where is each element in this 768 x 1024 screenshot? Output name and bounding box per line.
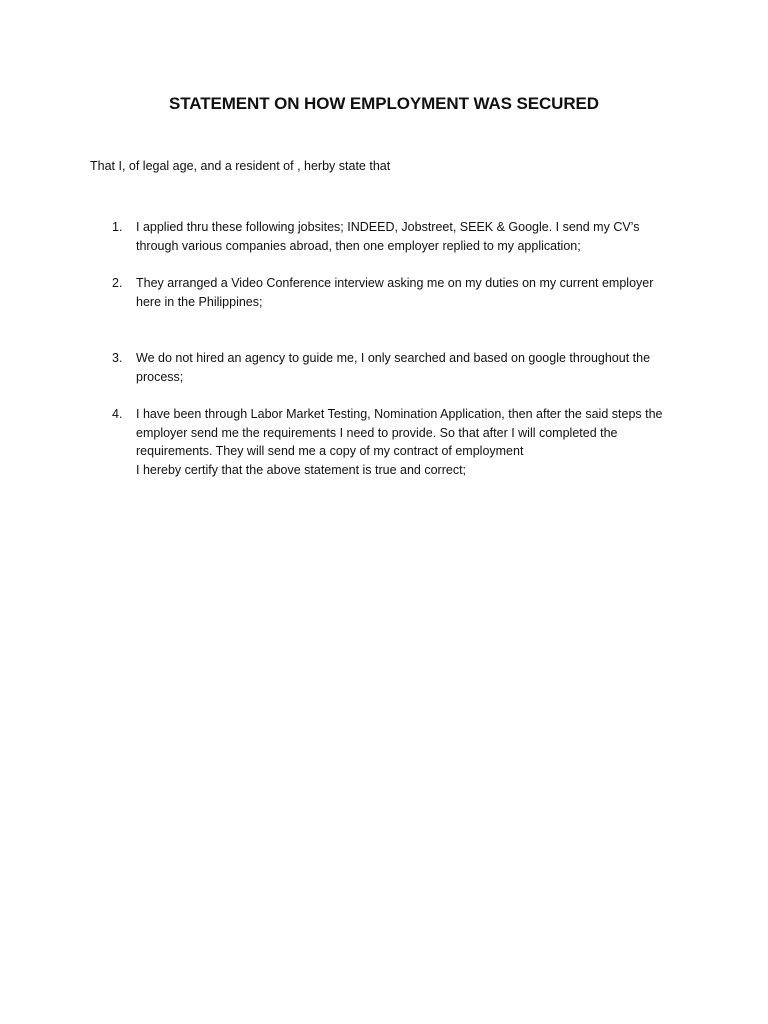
list-item-text bbox=[136, 218, 684, 255]
list-item-number: 2. bbox=[112, 276, 123, 290]
intro-paragraph: That I, of legal age, and a resident of , herby state that bbox=[90, 159, 391, 173]
list-item-line: process; bbox=[136, 369, 184, 384]
list-item-line: through various companies abroad, then one employer replied to my application; bbox=[136, 238, 581, 253]
list-item-line: I have been through Labor Market Testing, Nomination Application, then after the said steps the bbox=[136, 407, 663, 421]
list-item-line: We do not hired an agency to guide me, I only searched and based on google throughout the bbox=[136, 351, 651, 365]
list-item-number: 1. bbox=[112, 220, 123, 234]
list-item-number: 4. bbox=[112, 407, 123, 421]
page-title: STATEMENT ON HOW EMPLOYMENT WAS SECURED bbox=[169, 94, 599, 113]
list-item-text bbox=[136, 349, 684, 386]
list-item-number: 3. bbox=[112, 351, 123, 365]
list-item-text bbox=[136, 274, 684, 311]
list-item-line: requirements. They will send me a copy of my contract of employment bbox=[136, 444, 524, 458]
list-item-line: They arranged a Video Conference interview asking me on my duties on my current employer bbox=[136, 276, 654, 290]
certification-statement: I hereby certify that the above statement is true and correct; bbox=[136, 462, 467, 477]
list-item-line: employer send me the requirements I need to provide. So that after I will completed the bbox=[136, 425, 618, 440]
list-item-line: here in the Philippines; bbox=[136, 294, 263, 309]
list-item-line: I applied thru these following jobsites; INDEED, Jobstreet, SEEK & Google. I send my CV’s bbox=[136, 220, 640, 234]
list-item-text bbox=[136, 405, 684, 479]
